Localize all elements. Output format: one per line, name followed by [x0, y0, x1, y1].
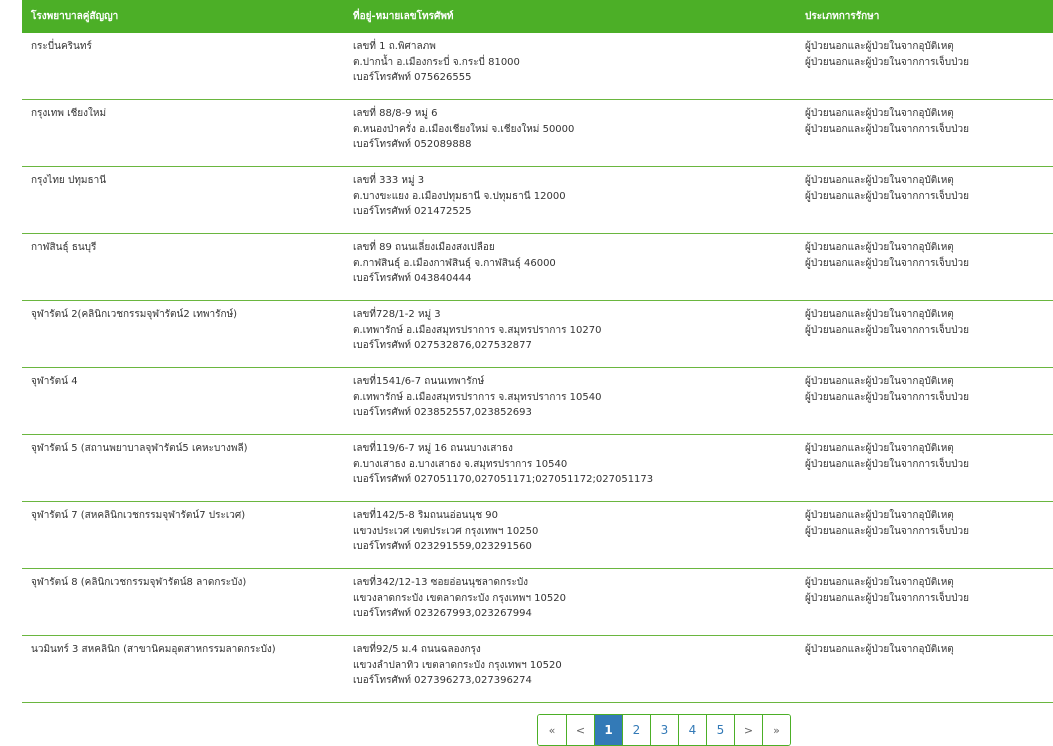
treatment-cell — [796, 33, 1053, 100]
prev-page-button[interactable]: < — [566, 715, 594, 745]
hospital-name-cell — [22, 33, 344, 100]
table-row — [22, 368, 1053, 435]
treatment-type: ผู้ป่วยนอกและผู้ป่วยในจากอุบัติเหตุ — [805, 309, 954, 320]
page-5-button[interactable]: 5 — [706, 715, 734, 745]
address-line: เบอร์โทรศัพท์ 027532876,027532877 — [353, 340, 532, 351]
address-cell — [344, 368, 796, 435]
address-line: เบอร์โทรศัพท์ 027051170,027051171;027051172;027051173 — [353, 474, 654, 485]
hospital-name: กาฬสินธุ์ ธนบุรี — [31, 242, 97, 253]
hospital-name-cell — [22, 636, 344, 703]
address-cell — [344, 167, 796, 234]
address-line: แขวงลำปลาทิว เขตลาดกระบัง กรุงเทพฯ 10520 — [353, 659, 562, 671]
next-page-button[interactable]: > — [734, 715, 762, 745]
treatment-type: ผู้ป่วยนอกและผู้ป่วยในจากอุบัติเหตุ — [805, 376, 954, 387]
table-row — [22, 33, 1053, 100]
hospital-name-cell — [22, 301, 344, 368]
table-row — [22, 301, 1053, 368]
address-line: เลขที่142/5-8 ริมถนนอ่อนนุช 90 — [353, 510, 499, 521]
address-line: ต.ปากน้ำ อ.เมืองกระบี่ จ.กระบี่ 81000 — [353, 56, 520, 68]
table-row — [22, 636, 1053, 703]
treatment-cell — [796, 100, 1053, 167]
address-cell — [344, 301, 796, 368]
treatment-cell — [796, 569, 1053, 636]
address-line: ต.บางขะแยง อ.เมืองปทุมธานี จ.ปทุมธานี 12000 — [353, 190, 566, 202]
treatment-cell — [796, 167, 1053, 234]
treatment-type: ผู้ป่วยนอกและผู้ป่วยในจากอุบัติเหตุ — [805, 108, 954, 119]
address-line: ต.บางเสาธง อ.บางเสาธง จ.สมุทรปราการ 10540 — [353, 458, 568, 470]
address-line: เลขที่119/6-7 หมู่ 16 ถนนบางเสาธง — [353, 443, 513, 454]
table-header-row — [22, 0, 1053, 33]
table-row — [22, 569, 1053, 636]
table-body — [22, 33, 1053, 703]
hospital-name-cell — [22, 435, 344, 502]
table-row — [22, 167, 1053, 234]
treatment-type: ผู้ป่วยนอกและผู้ป่วยในจากการเจ็บป่วย — [805, 190, 969, 202]
treatment-type: ผู้ป่วยนอกและผู้ป่วยในจากการเจ็บป่วย — [805, 324, 969, 336]
hospital-table-container — [22, 0, 1053, 703]
treatment-cell — [796, 234, 1053, 301]
header-hospital: โรงพยาบาลคู่สัญญา — [31, 11, 119, 22]
address-line: เบอร์โทรศัพท์ 023852557,023852693 — [353, 407, 532, 418]
treatment-type: ผู้ป่วยนอกและผู้ป่วยในจากการเจ็บป่วย — [805, 592, 969, 604]
address-cell — [344, 33, 796, 100]
hospital-name: จุฬารัตน์ 8 (คลินิกเวชกรรมจุฬารัตน์8 ลาดกระบัง) — [31, 577, 247, 588]
hospital-name: จุฬารัตน์ 2(คลินิกเวชกรรมจุฬารัตน์2 เทพารักษ์) — [31, 309, 238, 320]
page-2-button[interactable]: 2 — [622, 715, 650, 745]
treatment-cell — [796, 301, 1053, 368]
address-line: เลขที่1541/6-7 ถนนเทพารักษ์ — [353, 376, 485, 387]
address-line: เลขที่ 88/8-9 หมู่ 6 — [353, 108, 438, 119]
table-row — [22, 435, 1053, 502]
treatment-type: ผู้ป่วยนอกและผู้ป่วยในจากการเจ็บป่วย — [805, 525, 969, 537]
address-line: เลขที่ 1 ถ.พิศาลภพ — [353, 41, 436, 52]
address-line: เลขที่342/12-13 ซอยอ่อนนุชลาดกระบัง — [353, 577, 529, 588]
address-line: เบอร์โทรศัพท์ 021472525 — [353, 206, 472, 217]
treatment-cell — [796, 368, 1053, 435]
last-page-button[interactable]: » — [762, 715, 790, 745]
hospital-name-cell — [22, 234, 344, 301]
address-line: เลขที่ 333 หมู่ 3 — [353, 175, 425, 186]
address-line: เบอร์โทรศัพท์ 075626555 — [353, 72, 472, 83]
hospital-name: จุฬารัตน์ 5 (สถานพยาบาลจุฬารัตน์5 เคหะบางพลี) — [31, 443, 248, 454]
address-line: เลขที่92/5 ม.4 ถนนฉลองกรุง — [353, 644, 481, 655]
treatment-type: ผู้ป่วยนอกและผู้ป่วยในจากอุบัติเหตุ — [805, 644, 954, 655]
treatment-type: ผู้ป่วยนอกและผู้ป่วยในจากการเจ็บป่วย — [805, 123, 969, 135]
hospital-name: กรุงเทพ เชียงใหม่ — [31, 108, 107, 119]
address-cell — [344, 569, 796, 636]
address-line: ต.หนองป่าครั่ง อ.เมืองเชียงใหม่ จ.เชียงใหม่ 50000 — [353, 123, 575, 135]
address-line: ต.เทพารักษ์ อ.เมืองสมุทรปราการ จ.สมุทรปราการ 10270 — [353, 324, 602, 336]
address-line: แขวงประเวศ เขตประเวศ กรุงเทพฯ 10250 — [353, 525, 539, 537]
table-row — [22, 234, 1053, 301]
hospital-name-cell — [22, 100, 344, 167]
first-page-button[interactable]: « — [538, 715, 566, 745]
address-line: แขวงลาดกระบัง เขตลาดกระบัง กรุงเทพฯ 10520 — [353, 592, 566, 604]
hospital-name: กรุงไทย ปทุมธานี — [31, 175, 107, 186]
address-line: เบอร์โทรศัพท์ 023267993,023267994 — [353, 608, 532, 619]
page-3-button[interactable]: 3 — [650, 715, 678, 745]
treatment-type: ผู้ป่วยนอกและผู้ป่วยในจากอุบัติเหตุ — [805, 443, 954, 454]
address-line: เบอร์โทรศัพท์ 023291559,023291560 — [353, 541, 532, 552]
address-line: เบอร์โทรศัพท์ 052089888 — [353, 139, 472, 150]
treatment-type: ผู้ป่วยนอกและผู้ป่วยในจากอุบัติเหตุ — [805, 510, 954, 521]
treatment-type: ผู้ป่วยนอกและผู้ป่วยในจากการเจ็บป่วย — [805, 257, 969, 269]
address-cell — [344, 234, 796, 301]
treatment-type: ผู้ป่วยนอกและผู้ป่วยในจากการเจ็บป่วย — [805, 391, 969, 403]
hospital-name-cell — [22, 569, 344, 636]
address-line: ต.กาฬสินธุ์ อ.เมืองกาฬสินธุ์ จ.กาฬสินธุ์ 46000 — [353, 257, 556, 269]
treatment-type: ผู้ป่วยนอกและผู้ป่วยในจากอุบัติเหตุ — [805, 577, 954, 588]
hospital-name-cell — [22, 167, 344, 234]
treatment-type: ผู้ป่วยนอกและผู้ป่วยในจากการเจ็บป่วย — [805, 56, 969, 68]
treatment-cell — [796, 636, 1053, 703]
header-treatment: ประเภทการรักษา — [805, 11, 880, 22]
pagination — [537, 714, 791, 746]
table-row — [22, 502, 1053, 569]
page-1-button[interactable]: 1 — [594, 715, 622, 745]
address-cell — [344, 435, 796, 502]
header-address: ที่อยู่-หมายเลขโทรศัพท์ — [353, 11, 454, 22]
hospital-name-cell — [22, 368, 344, 435]
address-line: เลขที่ 89 ถนนเลี่ยงเมืองสงเปลือย — [353, 242, 495, 253]
treatment-type: ผู้ป่วยนอกและผู้ป่วยในจากการเจ็บป่วย — [805, 458, 969, 470]
address-line: ต.เทพารักษ์ อ.เมืองสมุทรปราการ จ.สมุทรปราการ 10540 — [353, 391, 602, 403]
hospital-name: กระบี่นครินทร์ — [31, 41, 92, 52]
address-line: เลขที่728/1-2 หมู่ 3 — [353, 309, 441, 320]
table-row — [22, 100, 1053, 167]
treatment-type: ผู้ป่วยนอกและผู้ป่วยในจากอุบัติเหตุ — [805, 175, 954, 186]
table-header — [22, 0, 1053, 33]
treatment-type: ผู้ป่วยนอกและผู้ป่วยในจากอุบัติเหตุ — [805, 242, 954, 253]
address-cell — [344, 100, 796, 167]
treatment-cell — [796, 435, 1053, 502]
address-line: เบอร์โทรศัพท์ 027396273,027396274 — [353, 675, 532, 686]
address-cell — [344, 636, 796, 703]
address-line: เบอร์โทรศัพท์ 043840444 — [353, 273, 472, 284]
treatment-type: ผู้ป่วยนอกและผู้ป่วยในจากอุบัติเหตุ — [805, 41, 954, 52]
address-cell — [344, 502, 796, 569]
hospital-name: จุฬารัตน์ 4 — [31, 376, 78, 387]
treatment-cell — [796, 502, 1053, 569]
hospital-name-cell — [22, 502, 344, 569]
hospital-name: จุฬารัตน์ 7 (สหคลินิกเวชกรรมจุฬารัตน์7 ประเวศ) — [31, 510, 246, 521]
hospital-name: นวมินทร์ 3 สหคลินิก (สาขานิคมอุตสาหกรรมลาดกระบัง) — [31, 644, 276, 655]
page-4-button[interactable]: 4 — [678, 715, 706, 745]
hospital-table — [22, 0, 1053, 703]
